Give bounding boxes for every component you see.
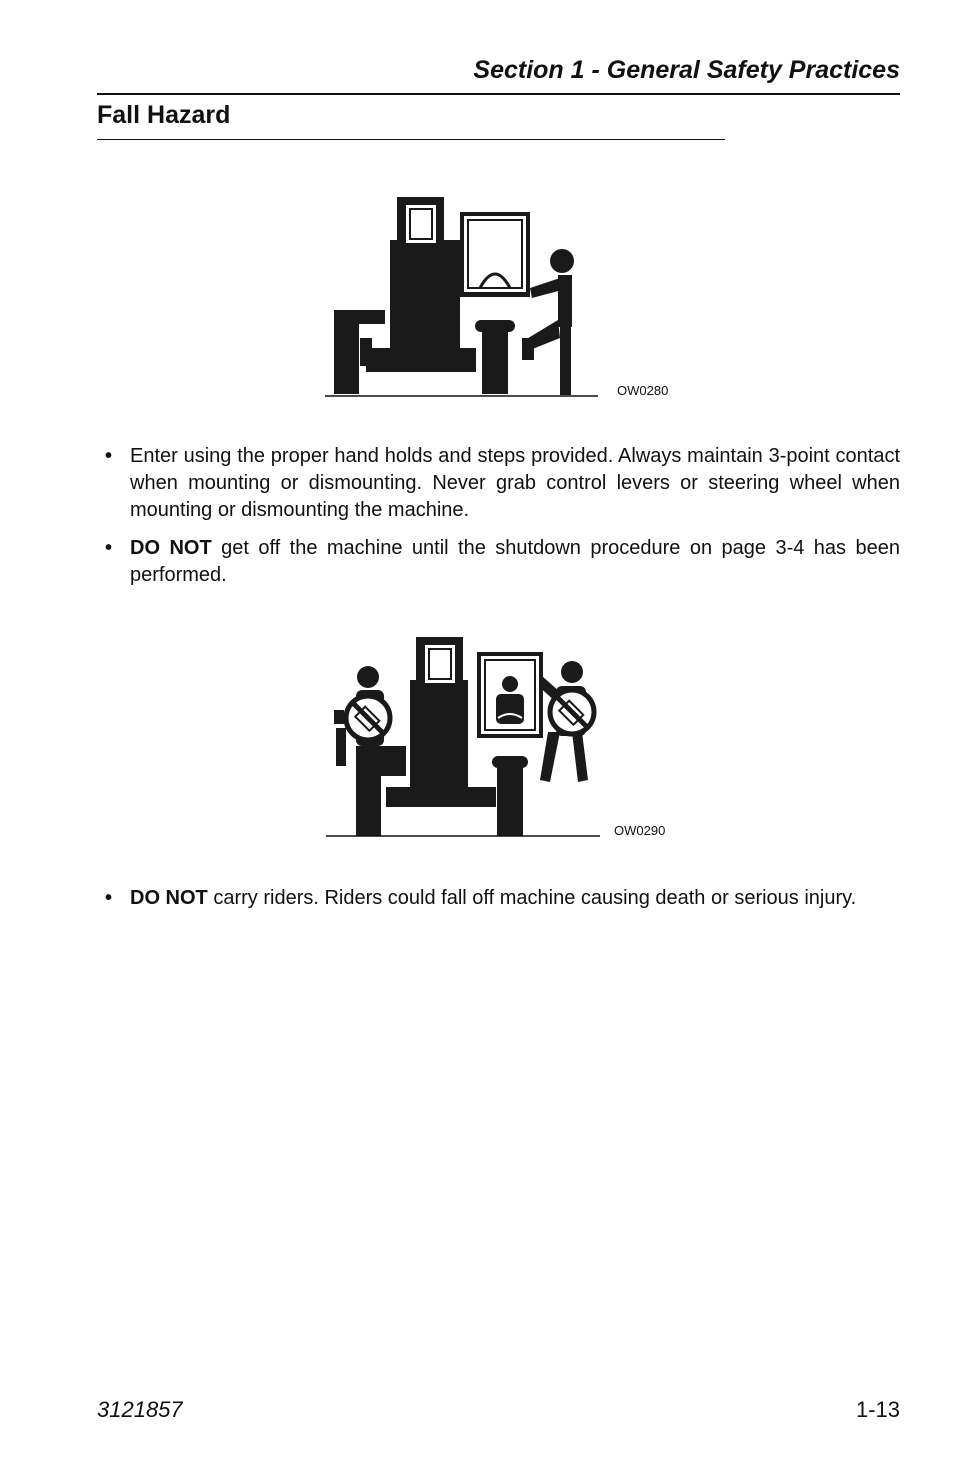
bullet-text: carry riders. Riders could fall off machine causing death or serious injury. — [207, 887, 857, 909]
list-item — [105, 535, 900, 589]
bullet-marker: • — [105, 887, 113, 909]
list-item — [105, 885, 900, 912]
bullet-list — [105, 885, 900, 923]
bullet-list — [105, 443, 900, 600]
header-rule — [97, 93, 900, 95]
page-number: 1-13 — [855, 1397, 900, 1422]
bullet-marker: • — [105, 537, 113, 559]
bullet-text: get off the machine until the shutdown procedure on page 3-4 has been performed. — [130, 537, 900, 586]
bullet-marker: • — [105, 445, 113, 467]
heading-rule — [97, 139, 725, 140]
figure-label: OW0290 — [614, 823, 666, 838]
bullet-emphasis: DO NOT — [130, 537, 212, 559]
mounting-machine-illustration — [320, 190, 610, 402]
page-heading: Fall Hazard — [97, 101, 231, 129]
bullet-emphasis: DO NOT — [130, 887, 208, 909]
list-item — [105, 443, 900, 524]
bullet-text: Enter using the proper hand holds and steps provided. Always maintain 3-point contact when mounting or dismounting. Never grab control levers or steering wheel when mounting or dismounting the machine. — [130, 445, 900, 521]
figure-label: OW0280 — [617, 383, 669, 398]
section-title: Section 1 - General Safety Practices — [473, 56, 900, 84]
no-riders-illustration — [320, 632, 610, 842]
document-number: 3121857 — [97, 1397, 183, 1422]
